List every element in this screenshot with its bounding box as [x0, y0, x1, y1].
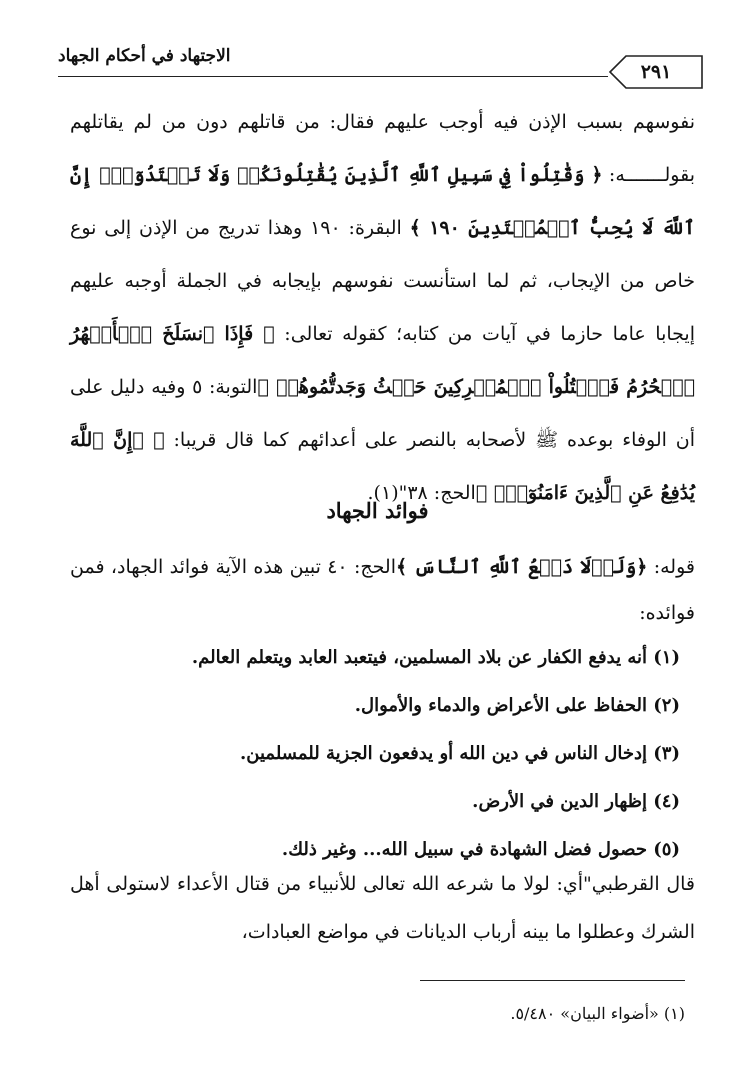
paragraph-text: الحج: ٤٠ تبين هذه الآية فوائد الجهاد، فمن فوائده:: [70, 556, 695, 624]
paragraph-text: التوبة: ٥ وفيه دليل على أن الوفاء بوعده ﷺ لأصحابه بالنصر على أعدائهم كما قال قريبا:: [70, 376, 696, 451]
quran-verse: ﴿ فَإِذَا ٱنسَلَخَ ٱلۡأَشۡهُرُ ٱلۡحُرُمُ فَٱقۡتُلُواْ ٱلۡمُشۡرِكِينَ حَيۡثُ وَجَدتُّمُوهُمۡ ﴾: [70, 323, 695, 398]
paragraph-text: الحج: ٣٨"(١).: [367, 482, 476, 504]
page-number: ٢٩١: [640, 61, 672, 83]
paragraph-text: البقرة: ١٩٠ وهذا تدريج من الإذن إلى نوع خاص من الإيجاب، ثم لما استأنست نفوسهم بإيجابه في الجملة أوجبه عليهم إيجابا عاما حازما في آيات من كتابه؛ كقوله تعالى:: [70, 217, 695, 345]
section-title: فوائد الجهاد: [326, 498, 429, 523]
footnote: (١) «أضواء البيان» ٥/٤٨٠.: [510, 1004, 685, 1023]
paragraph-3: [70, 860, 695, 956]
benefit-item: (٢) الحفاظ على الأعراض والدماء والأموال.: [354, 695, 680, 716]
paragraph-1: [70, 96, 695, 520]
quran-verse: ﴿وَلَوۡلَا دَفۡعُ ٱللَّهِ ٱلنَّاسَ ﴾: [395, 556, 648, 578]
benefit-item: (١) أنه يدفع الكفار عن بلاد المسلمين، فيتعبد العابد ويتعلم العالم.: [191, 647, 680, 668]
benefit-item: (٣) إدخال الناس في دين الله أو يدفعون الجزية للمسلمين.: [240, 743, 680, 764]
quran-verse: ﴿ ۞إِنَّ ٱللَّهَ يُدَٰفِعُ عَنِ ٱلَّذِينَ ءَامَنُوٓاْۗ ﴾: [70, 429, 695, 504]
paragraph-text: قوله:: [647, 556, 695, 578]
page-number-frame: [608, 54, 704, 90]
paragraph-text: قال القرطبي"أي: لولا ما شرعه الله تعالى للأنبياء من قتال الأعداء لاستولى أهل الشرك وعطلوا ما بينه أرباب الديانات في مواضع العبادات،: [70, 873, 695, 943]
footnote-rule: [420, 980, 685, 981]
paragraph-text: نفوسهم بسبب الإذن فيه أوجب عليهم فقال: من قاتلهم دون من لم يقاتلهم بقولـــــــه:: [70, 111, 695, 186]
benefits-list: [70, 634, 680, 874]
paragraph-2: [70, 544, 695, 636]
benefit-item: (٥) حصول فضل الشهادة في سبيل الله... وغير ذلك.: [281, 839, 680, 860]
benefit-item: (٤) إظهار الدين في الأرض.: [472, 791, 680, 812]
header-rule: [58, 76, 608, 77]
quran-verse: ﴿ وَقَٰتِلُواْ فِي سَبِيلِ ٱللَّهِ ٱلَّذِينَ يُقَٰتِلُونَكُمۡ وَلَا تَعۡتَدُوٓاْۚ إِنَّ ٱللَّهَ لَا يُحِبُّ ٱلۡمُعۡتَدِينَ ١٩٠ ﴾: [70, 164, 695, 239]
running-title: الاجتهاد في أحكام الجهاد: [58, 46, 231, 66]
